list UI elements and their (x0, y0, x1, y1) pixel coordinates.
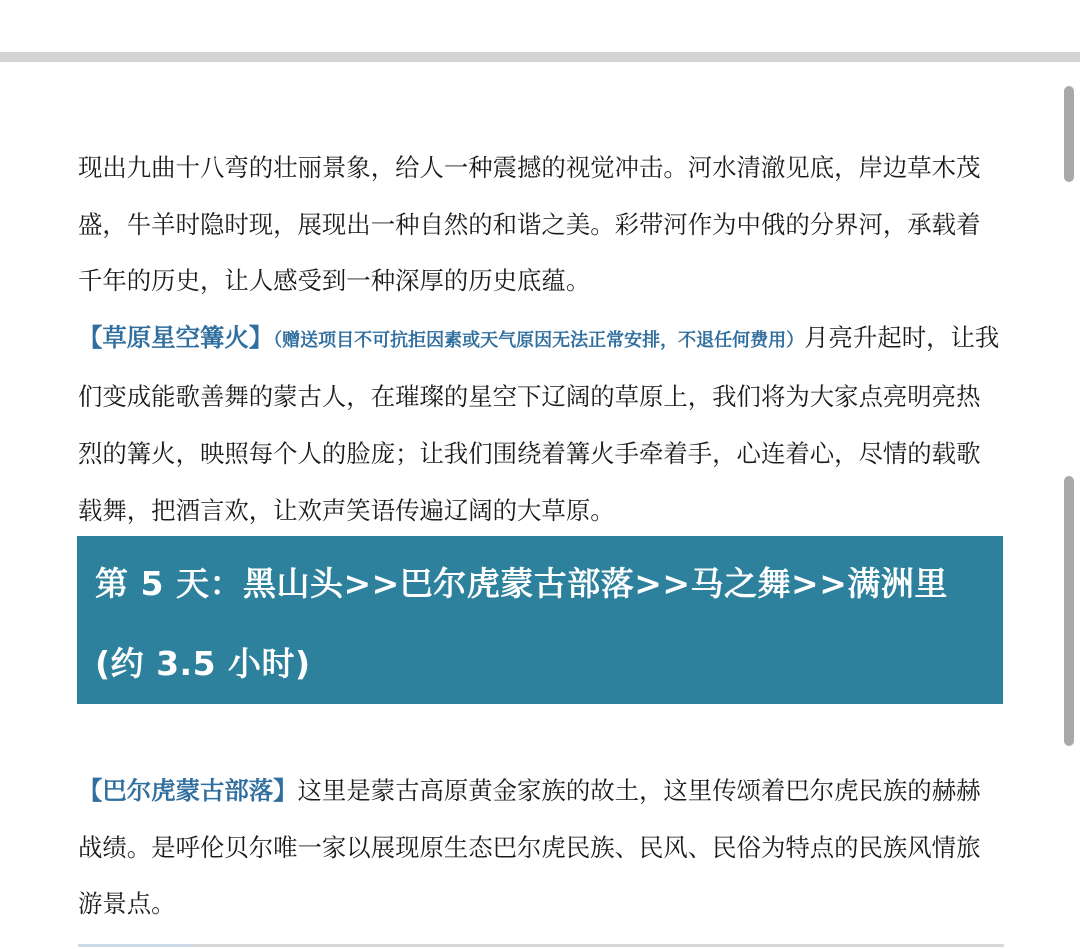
tribe-text: 这里是蒙古高原黄金家族的故土，这里传颂着巴尔虎民族的赫赫战绩。是呼伦贝尔唯一家以展现原生态巴尔虎民族、民风、民俗为特点的民族风情旅游景点。 (78, 776, 981, 919)
top-divider-bar (0, 52, 1080, 62)
scrollbar[interactable] (1064, 86, 1074, 746)
day-5-title: 第 5 天：黑山头>>巴尔虎蒙古部落>>马之舞>>满洲里 (95, 564, 948, 603)
article-body-lower (78, 763, 1004, 933)
day-5-banner (77, 536, 1003, 704)
scrollbar-thumb-lower[interactable] (1064, 476, 1074, 746)
paragraph-river: 现出九曲十八弯的壮丽景象，给人一种震撼的视觉冲击。河水清澈见底，岸边草木茂盛，牛羊时隐时现，展现出一种自然的和谐之美。彩带河作为中俄的分界河，承载着千年的历史，让人感受到一种深厚的历史底蕴。 (78, 153, 981, 296)
paragraph-tribe (78, 763, 1004, 933)
tribe-tag: 【巴尔虎蒙古部落】 (78, 776, 298, 805)
paragraph-campfire (78, 310, 1004, 539)
article-body-upper (78, 140, 1004, 539)
day-5-duration: (约 3.5 小时) (95, 644, 311, 683)
clipped-next-line (78, 936, 1004, 949)
campfire-tag: 【草原星空篝火】 (78, 322, 274, 352)
scrollbar-thumb-upper[interactable] (1064, 86, 1074, 182)
campfire-text: 月亮升起时，让我们变成能歌善舞的蒙古人，在璀璨的星空下辽阔的草原上，我们将为大家点亮明亮热烈的篝火，映照每个人的脸庞；让我们围绕着篝火手牵着手，心连着心，尽情的载歌载舞，把酒言欢，让欢声笑语传遍辽阔的大草原。 (78, 322, 1000, 525)
campfire-note: （赠送项目不可抗拒因素或天气原因无法正常安排，不退任何费用） (273, 329, 805, 351)
